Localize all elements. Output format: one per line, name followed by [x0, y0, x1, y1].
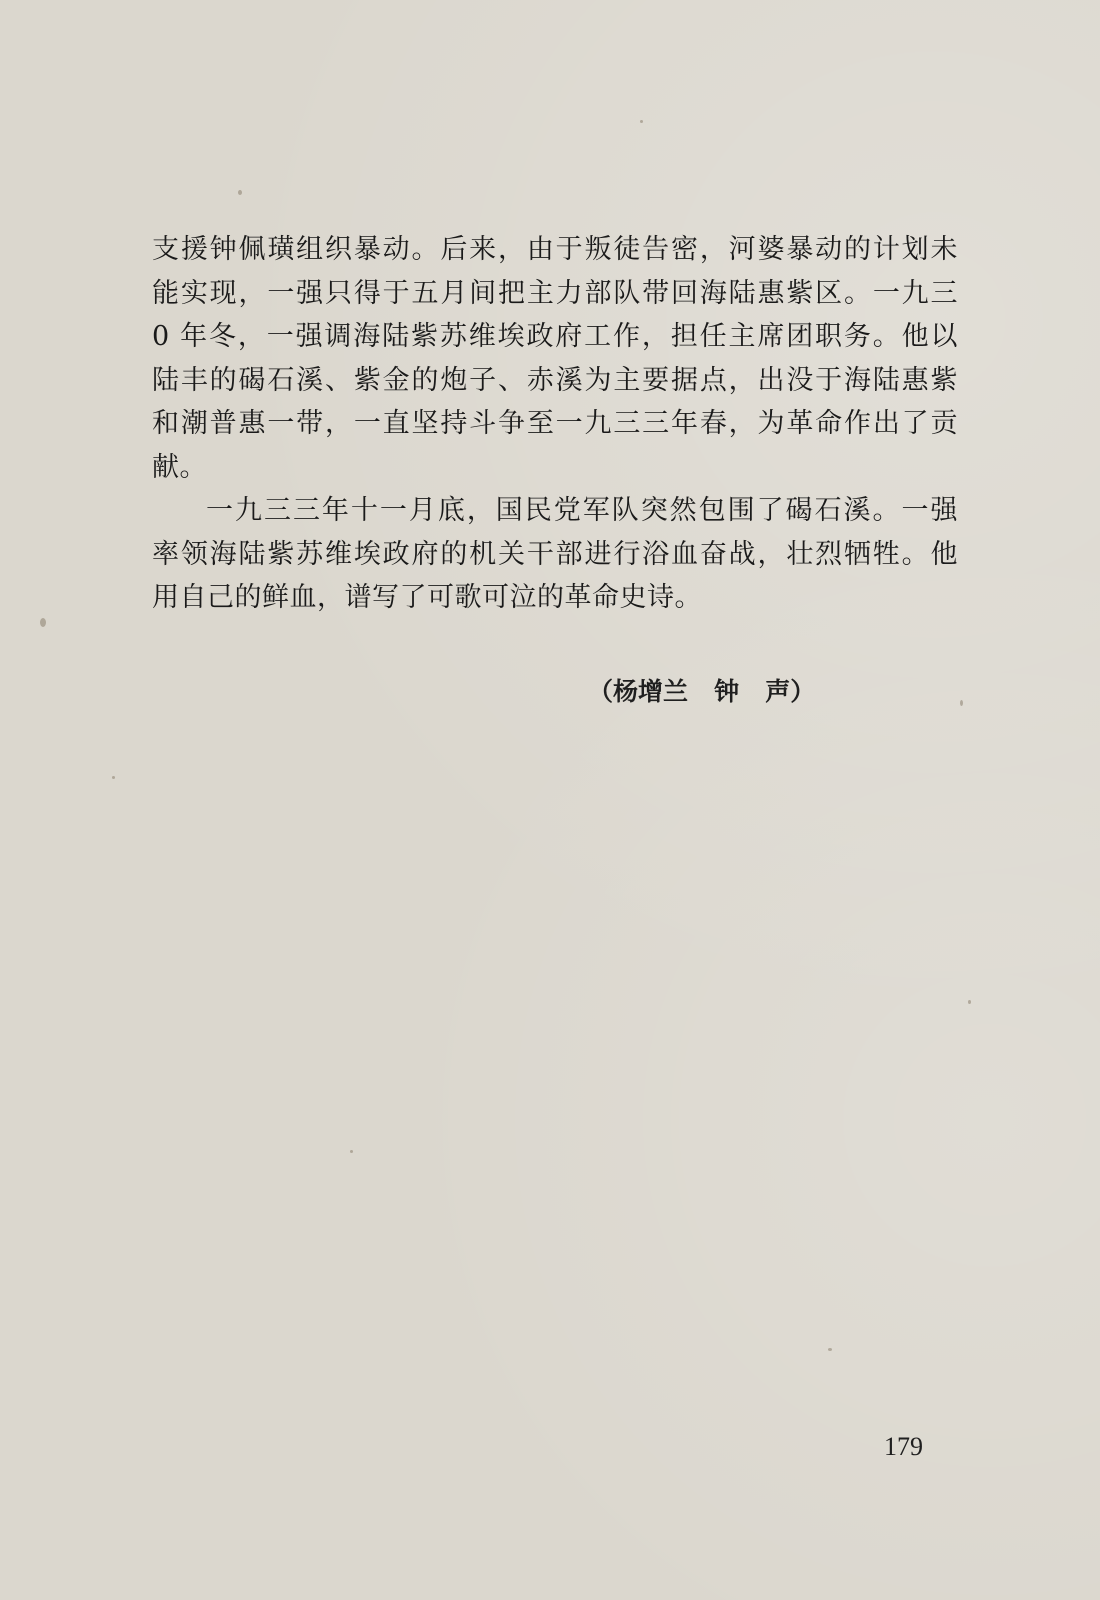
text-line: 陆丰的碣石溪、紫金的炮子、赤溪为主要据点，出没于海陆惠紫 [152, 364, 958, 396]
paper-speck [828, 1348, 832, 1351]
text-line: 能实现，一强只得于五月间把主力部队带回海陆惠紫区。一九三 [152, 277, 958, 309]
paper-speck [112, 776, 115, 779]
paper-speck [40, 618, 46, 627]
paragraph-1 [152, 228, 958, 489]
paragraph-2 [152, 489, 958, 620]
paper-speck [968, 1000, 971, 1004]
body-text [152, 228, 958, 620]
text-line: 0 年冬，一强调海陆紫苏维埃政府工作，担任主席团职务。他以 [152, 321, 958, 352]
text-line: 用自己的鲜血，谱写了可歌可泣的革命史诗。 [152, 582, 702, 613]
paper-speck [960, 700, 963, 706]
text-line: 一九三三年十一月底，国民党军队突然包围了碣石溪。一强 [206, 495, 958, 526]
text-line: 率领海陆紫苏维埃政府的机关干部进行浴血奋战，壮烈牺牲。他 [152, 538, 958, 570]
paper-speck [640, 120, 643, 123]
paper-speck [350, 1150, 353, 1153]
author-credit: （杨增兰 钟 声） [588, 677, 816, 706]
text-line: 支援钟佩璜组织暴动。后来，由于叛徒告密，河婆暴动的计划未 [152, 234, 958, 265]
paper-speck [238, 190, 242, 195]
text-line: 和潮普惠一带，一直坚持斗争至一九三三年春，为革命作出了贡 [152, 408, 958, 439]
text-line: 献。 [152, 451, 207, 483]
page-number: 179 [884, 1432, 923, 1461]
